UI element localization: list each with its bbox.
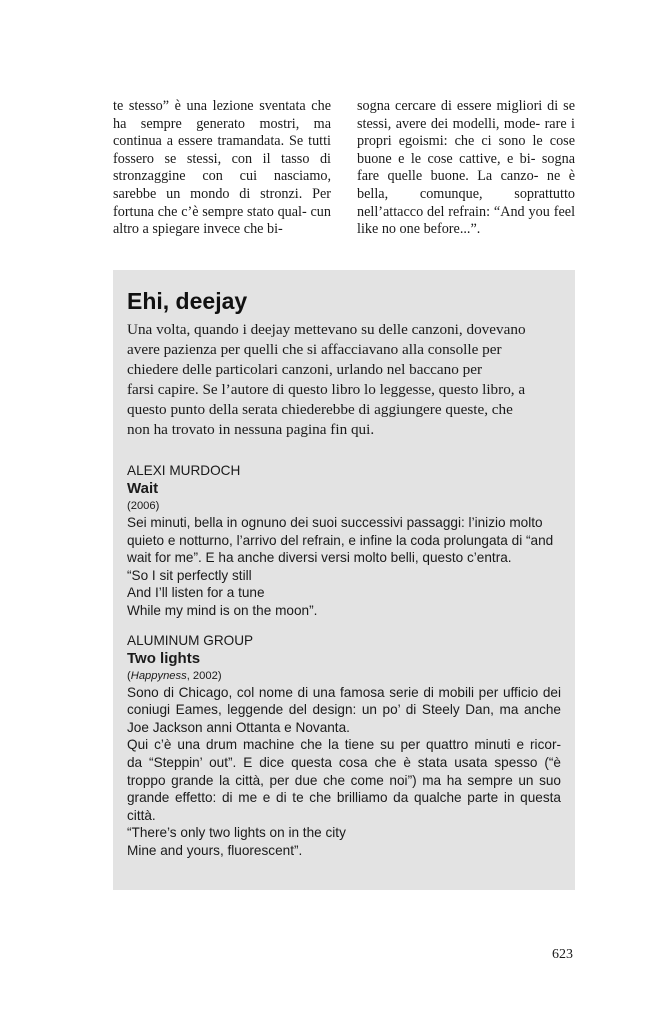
text-line: sarebbe un mondo di stronzi. Per (113, 185, 331, 202)
release-info: (2006) (127, 500, 160, 512)
text-line: di stronzaggine con cui nasciamo, (113, 150, 331, 185)
text-line: Sei minuti, bella in ognuno dei suoi successivi passaggi: l’inizio molto (127, 515, 543, 530)
text-line: se stessi, avere dei modelli, mode- (357, 98, 575, 132)
text-line: nell’attacco del refrain: “And you (357, 203, 550, 220)
text-line: Joe Jackson anni Ottanta e Novanta. (127, 719, 350, 735)
text-line: wait for me”. E ha anche diversi versi molto belli, questo c’entra. (127, 550, 512, 566)
text-line: farsi capire. Se l’autore di questo libro lo leggesse, questo libro, a (127, 381, 526, 398)
sidebar-box (113, 270, 575, 890)
box-intro (127, 320, 561, 440)
right-column (357, 98, 575, 239)
lyrics-quote (127, 824, 561, 859)
text-line: quieto e notturno, l’arrivo del refrain, e infine la coda prolungata di “and (127, 532, 554, 548)
song-description (127, 514, 561, 567)
lyric-line: And I’ll listen for a tune (127, 585, 265, 601)
album-title: Happyness (130, 669, 187, 682)
release-info: (Happyness, 2002) (127, 669, 222, 682)
song-description (127, 684, 561, 825)
text-line: rare i propri egoismi: che ci sono le (357, 115, 575, 150)
text-line: sogna fare quelle buone. La canzo- (357, 150, 575, 185)
text-line: coniugi Eames, leggende del design: un po’ di Steely Dan, ma anche (127, 702, 561, 718)
song-entry (127, 462, 561, 620)
left-column (113, 98, 331, 239)
paragraph (357, 98, 575, 239)
lyric-line: Mine and yours, fluorescent”. (127, 842, 303, 858)
song-title: Wait (127, 480, 159, 497)
text-line: Una volta, quando i deejay mettevano su delle canzoni, dovevano (127, 321, 526, 338)
song-title: Two lights (127, 649, 201, 667)
text-line: te stesso” è una lezione sventata (113, 98, 306, 114)
release-year: , 2002) (186, 669, 222, 682)
text-line: questo punto della serata chiederebbe di aggiungere queste, che (127, 401, 513, 418)
text-line: fortuna che c’è sempre stato qual- (113, 203, 307, 220)
text-line: sogna cercare di essere migliori di (357, 98, 559, 114)
lyrics-quote (127, 567, 561, 620)
text-line: tutti fossero se stessi, con il tasso (113, 133, 332, 167)
page-number: 623 (552, 947, 573, 962)
text-line: Sono di Chicago, col nome di una famosa serie di mobili per ufficio dei (127, 684, 561, 700)
text-line: da “Steppin’ out”. E dice questa cosa che è stata usata spesso (“è (127, 754, 561, 770)
artist-name: ALUMINUM GROUP (127, 632, 254, 648)
text-columns (113, 98, 575, 239)
text-line: cose buone e le cose cattive, e bi- (357, 133, 575, 167)
text-line: grande effetto: di me e di te che brilliamo da qualche parte in questa (127, 790, 561, 806)
artist-name: ALEXI MURDOCH (127, 463, 241, 478)
lyric-line: “So I sit perfectly still (127, 567, 252, 583)
song-entry (127, 632, 561, 860)
text-line: cun altro a spiegare invece che bi- (113, 203, 331, 238)
text-line: avere pazienza per quelli che si affacciavano alla consolle per (127, 341, 502, 358)
paragraph (113, 98, 331, 239)
text-line: che ha sempre generato mostri, ma (113, 98, 331, 132)
text-line: città. (127, 807, 156, 823)
text-line: ne è bella, comunque, soprattutto (357, 168, 575, 202)
lyric-line: “There’s only two lights on in the city (127, 825, 346, 841)
text-line: feel like no one before...”. (357, 203, 576, 238)
box-title: Ehi, deejay (127, 288, 248, 314)
text-line: non ha trovato in nessuna pagina fin qui. (127, 421, 375, 438)
text-line: continua a essere tramandata. Se (113, 133, 304, 150)
text-line: Qui c’è una drum machine che la tiene su per quattro minuti e ricor- (127, 737, 561, 753)
text-line: chiedere delle particolari canzoni, urlando nel baccano per (127, 361, 483, 378)
lyric-line: While my mind is on the moon”. (127, 602, 318, 618)
text-line: troppo grande la città, per due che come noi”) ma ha sempre un suo (127, 772, 561, 788)
